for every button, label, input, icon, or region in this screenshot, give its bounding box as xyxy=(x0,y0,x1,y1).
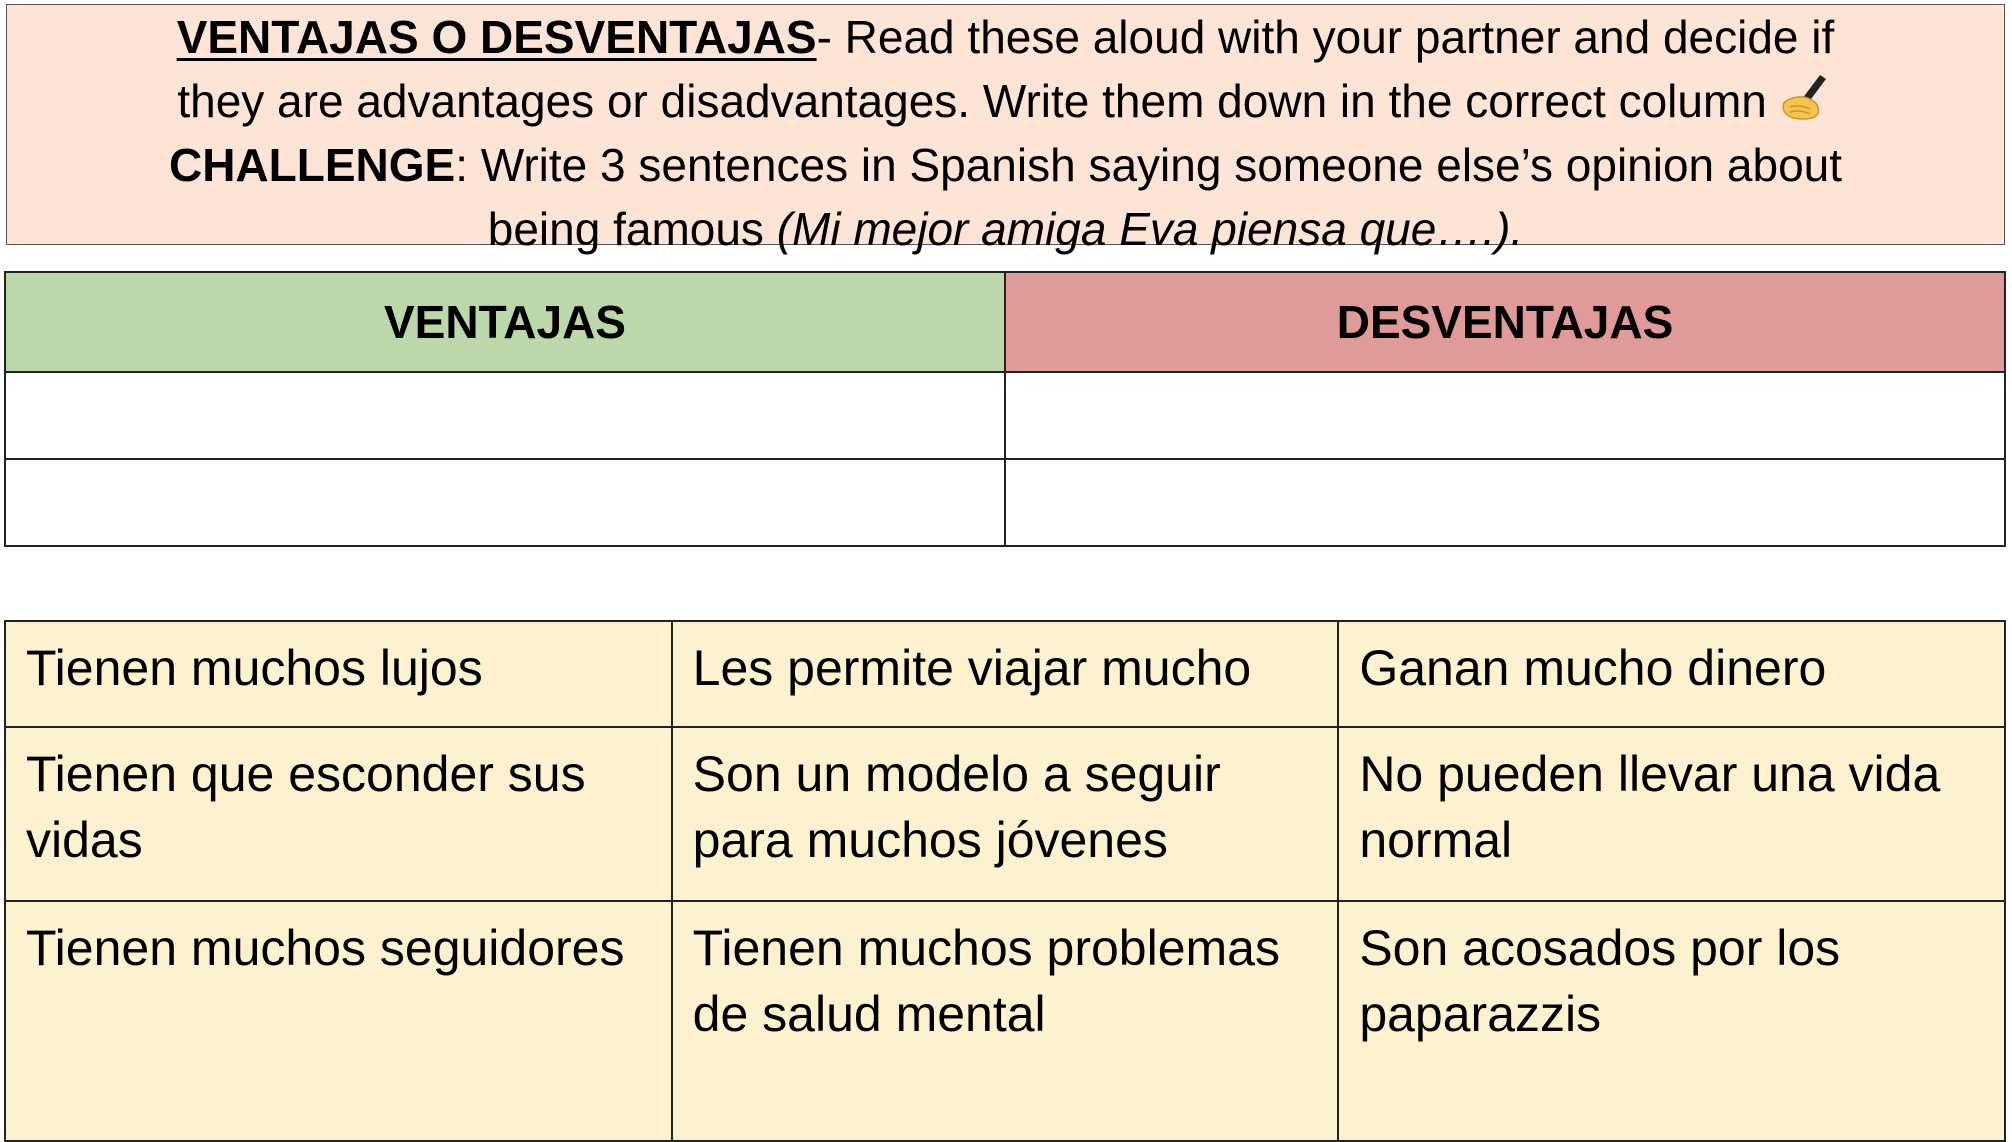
statement-card: Tienen muchos lujos xyxy=(5,621,672,727)
statement-card: Les permite viajar mucho xyxy=(672,621,1339,727)
ventajas-header: VENTAJAS xyxy=(5,272,1005,372)
challenge-label: CHALLENGE xyxy=(168,139,456,191)
desventajas-answer-cell[interactable] xyxy=(1005,459,2005,546)
desventajas-answer-cell[interactable] xyxy=(1005,372,2005,459)
statement-card: Tienen muchos seguidores xyxy=(5,901,672,1141)
sorting-table-header xyxy=(5,272,2005,372)
statements-row xyxy=(5,901,2005,1141)
ventajas-answer-cell[interactable] xyxy=(5,372,1005,459)
desventajas-header: DESVENTAJAS xyxy=(1005,272,2005,372)
challenge-text: : Write 3 sentences in Spanish saying someone else’s opinion about xyxy=(455,139,1843,191)
instructions-line-3 xyxy=(7,133,2004,197)
instructions-line-4 xyxy=(7,197,2004,261)
instructions-box xyxy=(6,4,2005,255)
table-row xyxy=(5,459,2005,546)
statement-card: Son acosados por los paparazzis xyxy=(1338,901,2005,1141)
instructions-text-1: - Read these aloud with your partner and decide if xyxy=(816,11,1835,63)
statements-grid xyxy=(4,620,2006,1142)
statements-row xyxy=(5,727,2005,901)
challenge-text-2: being famous xyxy=(487,203,777,255)
worksheet-title: VENTAJAS O DESVENTAJAS xyxy=(176,11,817,63)
statement-card: Son un modelo a seguir para muchos jóvenes xyxy=(672,727,1339,901)
statement-card: No pueden llevar una vida normal xyxy=(1338,727,2005,901)
ventajas-answer-cell[interactable] xyxy=(5,459,1005,546)
instructions-text-2: they are advantages or disadvantages. Write them down in the correct column xyxy=(177,75,1767,127)
instructions-line-2 xyxy=(7,69,2004,133)
statement-card: Ganan mucho dinero xyxy=(1338,621,2005,727)
statements-row xyxy=(5,621,2005,727)
statement-card: Tienen que esconder sus vidas xyxy=(5,727,672,901)
sorting-table xyxy=(4,271,2006,547)
instructions-line-1 xyxy=(7,5,2004,69)
table-row xyxy=(5,372,2005,459)
writing-hand-icon xyxy=(1780,73,1834,121)
statement-card: Tienen muchos problemas de salud mental xyxy=(672,901,1339,1141)
example-sentence: (Mi mejor amiga Eva piensa que….). xyxy=(776,203,1524,255)
